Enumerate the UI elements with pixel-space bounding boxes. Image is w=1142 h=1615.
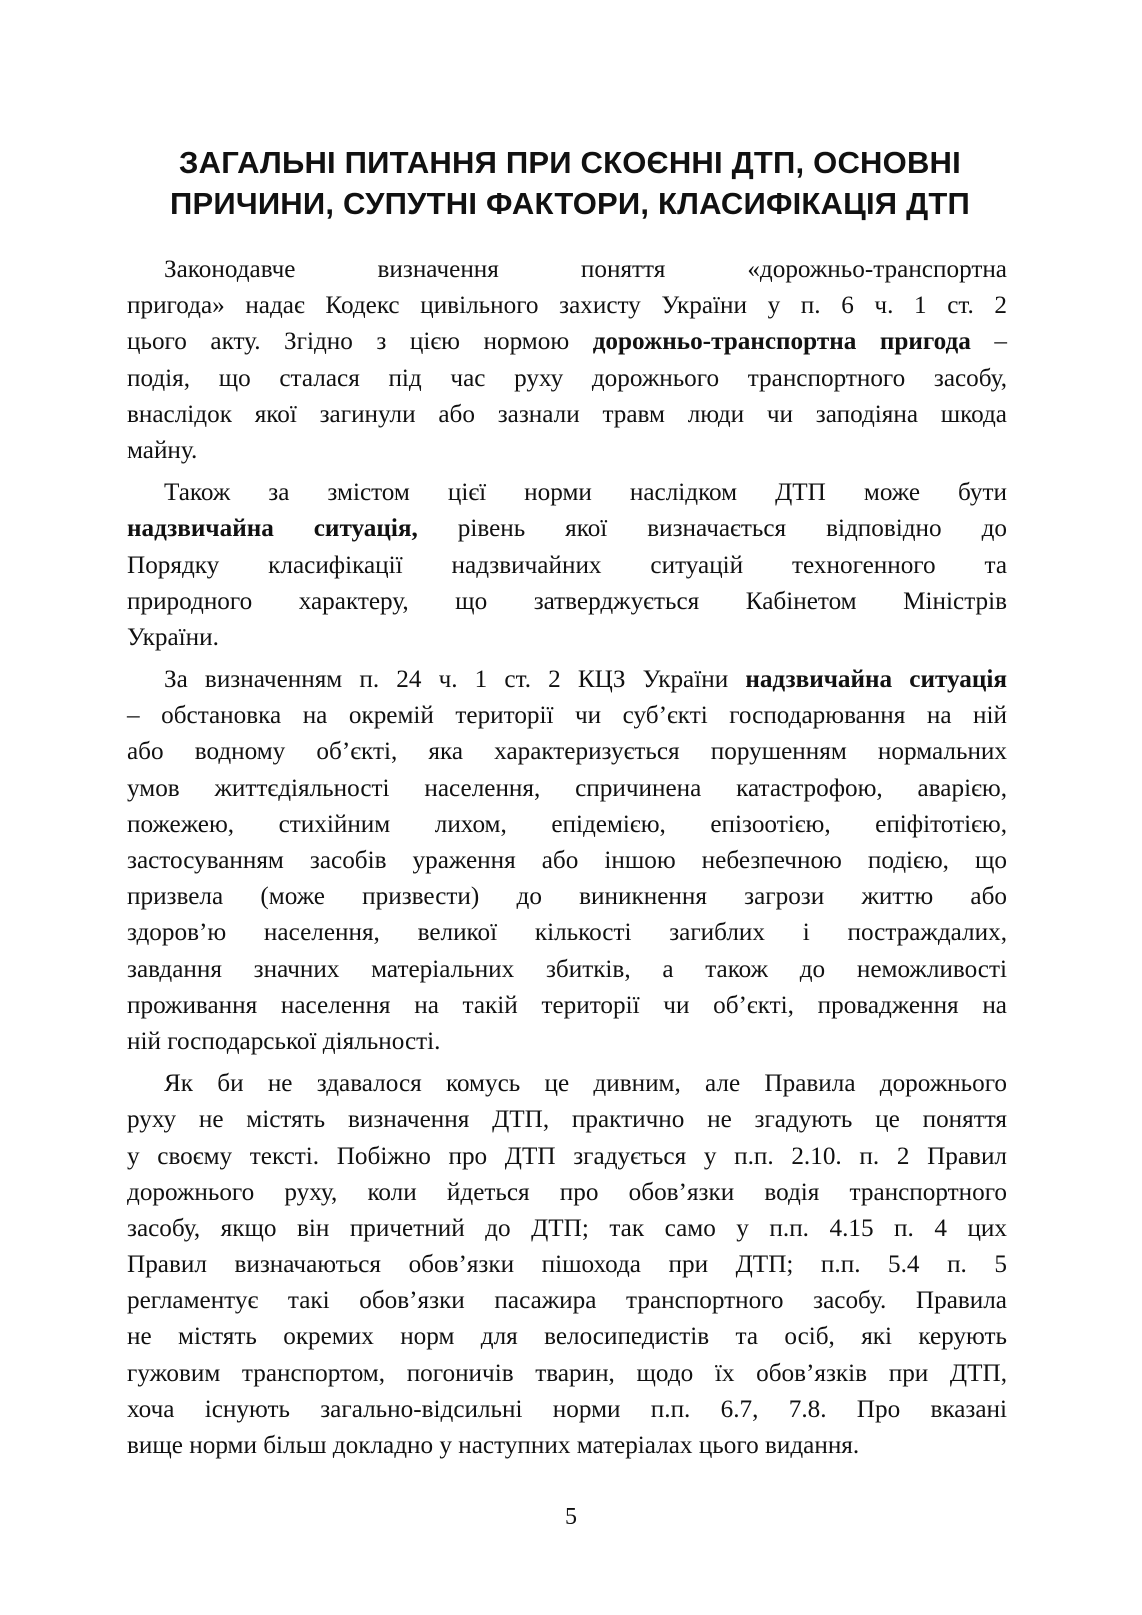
title-line-1: ЗАГАЛЬНІ ПИТАННЯ ПРИ СКОЄННІ ДТП, ОСНОВНІ xyxy=(179,145,961,180)
text-segment: у своєму тексті. Побіжно про ДТП згадується у п.п. 2.10. п. 2 Правил xyxy=(127,1142,1007,1170)
paragraph xyxy=(127,252,1007,469)
text-segment: природного характеру, що затверджується Кабінетом Міністрів xyxy=(127,587,1007,615)
page-number: 5 xyxy=(565,1504,577,1530)
text-line xyxy=(127,475,1007,511)
text-segment: Також за змістом цієї норми наслідком ДТП може бути xyxy=(164,479,1007,507)
text-segment: внаслідок якої загинули або зазнали травм люди чи заподіяна шкода xyxy=(127,400,1007,428)
text-segment: подія, що сталася під час руху дорожнього транспортного засобу, xyxy=(127,364,1007,392)
text-line xyxy=(127,620,1007,656)
text-segment: Законодавче визначення поняття «дорожньо-транспортна xyxy=(164,256,1007,283)
text-segment: ній господарської діяльності. xyxy=(127,1027,441,1055)
paragraph xyxy=(127,475,1007,656)
text-line xyxy=(127,1139,1007,1175)
text-segment: Порядку класифікації надзвичайних ситуацій техногенного та xyxy=(127,551,1007,579)
text-line xyxy=(127,1356,1007,1392)
text-segment: За визначенням п. 24 ч. 1 ст. 2 КЦЗ України xyxy=(164,666,746,694)
text-line xyxy=(127,511,1007,547)
text-segment: України. xyxy=(127,623,219,651)
text-line xyxy=(127,807,1007,843)
text-line xyxy=(127,1247,1007,1283)
text-segment: пригода» надає Кодекс цивільного захисту України у п. 6 ч. 1 ст. 2 xyxy=(127,292,1007,320)
text-segment: хоча існують загально-відсильні норми п.п. 6.7, 7.8. Про вказані xyxy=(127,1395,1007,1423)
text-line xyxy=(127,548,1007,584)
text-line xyxy=(127,879,1007,915)
text-segment: – xyxy=(970,328,1008,356)
bold-term: надзвичайна ситуація, xyxy=(127,515,418,543)
text-line xyxy=(127,433,1007,469)
body-text xyxy=(127,252,1007,1470)
text-line xyxy=(127,584,1007,620)
text-line xyxy=(127,662,1007,698)
text-line xyxy=(127,397,1007,433)
text-segment: здоров’ю населення, великої кількості загиблих і постраждалих, xyxy=(127,919,1007,947)
text-line xyxy=(127,1392,1007,1428)
text-segment: застосуванням засобів ураження або іншою небезпечною подією, що xyxy=(127,847,1007,874)
text-segment: дорожнього руху, коли йдеться про обов’язки водія транспортного xyxy=(127,1178,1007,1206)
text-line xyxy=(127,988,1007,1024)
text-segment: Як би не здавалося комусь це дивним, але Правила дорожнього xyxy=(164,1070,1007,1098)
text-line xyxy=(127,698,1007,734)
text-segment: не містять окремих норм для велосипедистів та осіб, які керують xyxy=(127,1323,1007,1351)
text-line xyxy=(127,288,1007,324)
text-line xyxy=(127,734,1007,770)
text-segment: регламентує такі обов’язки пасажира транспортного засобу. Правила xyxy=(127,1287,1007,1315)
text-segment: вище норми більш докладно у наступних матеріалах цього видання. xyxy=(127,1432,860,1459)
text-line xyxy=(127,361,1007,397)
text-segment: – обстановка на окремій території чи суб’єкті господарювання на ній xyxy=(127,702,1007,730)
text-line xyxy=(127,1319,1007,1355)
text-line xyxy=(127,1024,1007,1060)
title-line-2: ПРИЧИНИ, СУПУТНІ ФАКТОРИ, КЛАСИФІКАЦІЯ ДТП xyxy=(170,186,970,221)
bold-term: дорожньо-транспортна пригода xyxy=(592,328,971,356)
text-line xyxy=(127,1066,1007,1102)
text-segment: руху не містять визначення ДТП, практично не згадують це поняття xyxy=(127,1106,1007,1134)
text-segment: рівень якої визначається відповідно до xyxy=(417,515,1007,543)
text-line xyxy=(127,1283,1007,1319)
text-segment: цього акту. Згідно з цією нормою xyxy=(127,328,593,356)
text-segment: гужовим транспортом, погоничів тварин, щодо їх обов’язків при ДТП, xyxy=(127,1359,1007,1387)
text-line xyxy=(127,1428,1007,1464)
text-segment: Правил визначаються обов’язки пішохода при ДТП; п.п. 5.4 п. 5 xyxy=(127,1251,1007,1279)
text-line xyxy=(127,1175,1007,1211)
paragraph xyxy=(127,1066,1007,1464)
text-line xyxy=(127,324,1007,360)
text-line xyxy=(127,843,1007,879)
text-line xyxy=(127,252,1007,288)
text-segment: призвела (може призвести) до виникнення загрози життю або xyxy=(127,883,1007,911)
text-line xyxy=(127,915,1007,951)
bold-term: надзвичайна ситуація xyxy=(745,666,1007,694)
text-segment: проживання населення на такій території чи об’єкті, провадження на xyxy=(127,991,1007,1019)
text-segment: майну. xyxy=(127,436,198,464)
text-line xyxy=(127,952,1007,988)
text-line xyxy=(127,771,1007,807)
paragraph xyxy=(127,662,1007,1060)
text-line xyxy=(127,1211,1007,1247)
text-segment: завдання значних матеріальних збитків, а також до неможливості xyxy=(127,955,1007,983)
text-segment: умов життєдіяльності населення, спричинена катастрофою, аварією, xyxy=(127,774,1007,802)
page-title xyxy=(130,142,1010,224)
text-segment: або водному об’єкті, яка характеризується порушенням нормальних xyxy=(127,738,1007,766)
text-segment: засобу, якщо він причетний до ДТП; так само у п.п. 4.15 п. 4 цих xyxy=(127,1214,1007,1242)
text-segment: пожежею, стихійним лихом, епідемією, епізоотією, епіфітотією, xyxy=(127,810,1007,838)
text-line xyxy=(127,1102,1007,1138)
